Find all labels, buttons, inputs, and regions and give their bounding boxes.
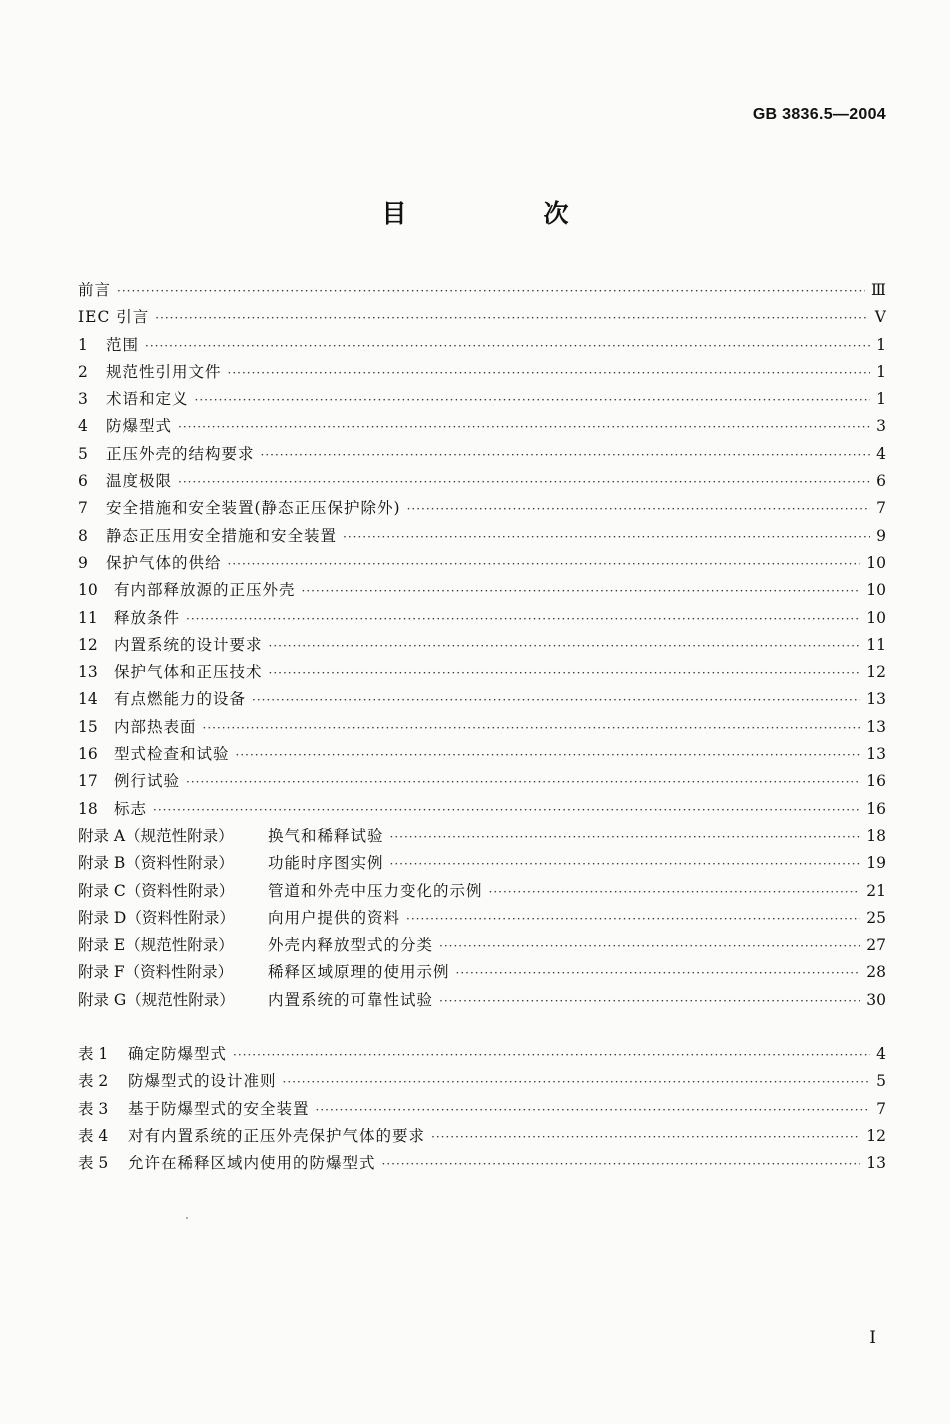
table-entry-label: 允许在稀释区域内使用的防爆型式: [128, 1154, 376, 1173]
toc-entry-number: 附录 C（资料性附录）: [78, 881, 235, 900]
leader-dots: [117, 284, 865, 298]
toc-entry-label: 功能时序图实例: [268, 854, 384, 873]
toc-entry-label: 范围: [106, 335, 140, 354]
table-entry-page: 12: [866, 1126, 886, 1145]
standard-number: GB 3836.5—2004: [752, 106, 886, 123]
toc-entry-page: 18: [866, 826, 886, 845]
toc-entry[interactable]: [78, 742, 886, 769]
toc-entry-page: Ⅲ: [871, 281, 886, 299]
toc-entry[interactable]: [78, 578, 886, 605]
toc-entry-page: 16: [866, 772, 886, 791]
toc-entry[interactable]: [78, 606, 886, 633]
toc-entry-number: 18: [78, 799, 98, 818]
toc-entry-page: 3: [876, 417, 886, 436]
leader-dots: [195, 393, 870, 407]
toc-entry-number: 4: [78, 417, 88, 436]
toc-entry-label: 例行试验: [114, 772, 181, 791]
leader-dots: [228, 557, 861, 571]
toc-entry[interactable]: [78, 442, 886, 469]
toc-entry-label: 换气和稀释试验: [268, 826, 384, 845]
toc-entry-page: 10: [866, 553, 886, 572]
toc-entry-page: 1: [876, 335, 886, 354]
leader-dots: [390, 830, 861, 844]
toc-entry[interactable]: [78, 469, 886, 496]
table-entry-page: 5: [876, 1072, 886, 1091]
table-entry[interactable]: [78, 1124, 886, 1151]
toc-entry-number: 5: [78, 444, 88, 463]
toc-entry-label: 内部热表面: [114, 717, 197, 736]
toc-entry-number: 6: [78, 472, 88, 491]
toc-entry-label: 稀释区域原理的使用示例: [268, 963, 450, 982]
toc-entry-page: 9: [876, 526, 886, 545]
toc-entry-label: 型式检查和试验: [114, 745, 230, 764]
leader-dots: [489, 885, 861, 899]
toc-entry[interactable]: [78, 278, 886, 305]
toc-entry-label: 内置系统的设计要求: [114, 635, 263, 654]
toc-entry[interactable]: [78, 496, 886, 523]
toc-entry[interactable]: [78, 387, 886, 414]
toc-entry-label: 保护气体的供给: [106, 553, 222, 572]
table-entry-label: 确定防爆型式: [128, 1045, 228, 1063]
table-entry-number: 表 1: [78, 1045, 109, 1063]
toc-entry-number: 附录 A（规范性附录）: [78, 826, 234, 845]
table-entry-label: 基于防爆型式的安全装置: [128, 1099, 310, 1118]
toc-entry-label: 静态正压用安全措施和安全装置: [106, 526, 338, 545]
table-entry[interactable]: [78, 1042, 886, 1069]
toc-entry-page: 16: [866, 799, 886, 818]
toc-entries: [78, 278, 886, 1015]
toc-entry-label: 有内部释放源的正压外壳: [114, 581, 296, 600]
toc-entry-number: 10: [78, 581, 98, 600]
toc-entry-page: 21: [866, 881, 886, 900]
toc-entry-page: 12: [866, 663, 886, 682]
toc-entry-label: 保护气体和正压技术: [114, 663, 263, 682]
table-entry-page: 7: [876, 1099, 886, 1118]
toc-entry-page: 7: [876, 499, 886, 518]
toc-entry-label: 防爆型式: [106, 417, 173, 436]
toc-entry-page: 27: [866, 936, 886, 955]
toc-entry-page: V: [874, 308, 886, 327]
toc-entry-number: 附录 G（规范性附录）: [78, 990, 235, 1009]
table-entry[interactable]: [78, 1151, 886, 1178]
toc-entry[interactable]: [78, 960, 886, 987]
toc-tables: [78, 1042, 886, 1178]
toc-entry[interactable]: [78, 414, 886, 441]
toc-entry-label: 管道和外壳中压力变化的示例: [268, 881, 483, 900]
leader-dots: [431, 1130, 860, 1144]
toc-entry-label: 标志: [114, 799, 148, 818]
table-entry-number: 表 5: [78, 1154, 109, 1173]
toc-entry[interactable]: [78, 879, 886, 906]
toc-entry-label: 规范性引用文件: [106, 362, 222, 381]
toc-entry-number: 13: [78, 663, 98, 682]
toc-entry-label: 术语和定义: [106, 390, 189, 409]
toc-entry-page: 1: [876, 362, 886, 381]
toc-entry-page: 13: [866, 690, 886, 709]
leader-dots: [186, 775, 860, 789]
toc-entry[interactable]: [78, 797, 886, 824]
leader-dots: [382, 1157, 861, 1171]
toc-entry-label: 正压外壳的结构要求: [106, 444, 255, 463]
page-number: I: [869, 1328, 876, 1348]
leader-dots: [316, 1103, 870, 1117]
leader-dots: [155, 311, 869, 325]
toc-entry[interactable]: [78, 524, 886, 551]
toc-entry[interactable]: [78, 333, 886, 360]
leader-dots: [406, 912, 860, 926]
leader-dots: [269, 639, 861, 653]
leader-dots: [233, 1048, 870, 1062]
toc-entry[interactable]: [78, 305, 886, 332]
toc-entry-number: 7: [78, 499, 88, 518]
table-entry-page: 4: [876, 1045, 886, 1063]
table-entry-label: 对有内置系统的正压外壳保护气体的要求: [128, 1126, 426, 1145]
leader-dots: [178, 420, 870, 434]
toc-entry-label: 内置系统的可靠性试验: [268, 990, 434, 1009]
leader-dots: [439, 994, 860, 1008]
table-entry[interactable]: [78, 1069, 886, 1096]
toc-entry-label: 温度极限: [106, 472, 173, 491]
leader-dots: [302, 584, 861, 598]
toc-entry-page: 6: [876, 472, 886, 491]
leader-dots: [186, 612, 860, 626]
toc-entry-number: 9: [78, 553, 88, 572]
leader-dots: [261, 448, 870, 462]
toc-entry-page: 19: [866, 854, 886, 873]
toc-entry-page: 4: [876, 444, 886, 463]
leader-dots: [269, 666, 861, 680]
toc-entry[interactable]: [78, 933, 886, 960]
toc-entry-number: 16: [78, 745, 98, 764]
toc-entry-number: 附录 E（规范性附录）: [78, 936, 234, 955]
toc-entry[interactable]: [78, 687, 886, 714]
toc-entry-number: 附录 F（资料性附录）: [78, 963, 234, 982]
toc-entry-number: 附录 B（资料性附录）: [78, 854, 234, 873]
toc-entry[interactable]: [78, 551, 886, 578]
toc-entry-page: 13: [866, 717, 886, 736]
toc-entry-page: 10: [866, 581, 886, 600]
toc-entry-label: 释放条件: [114, 608, 181, 627]
toc-entry[interactable]: [78, 715, 886, 742]
toc-entry-label: 有点燃能力的设备: [114, 690, 247, 709]
toc-entry[interactable]: [78, 988, 886, 1015]
table-entry-page: 13: [866, 1154, 886, 1173]
toc-entry-number: 3: [78, 390, 88, 409]
leader-dots: [203, 721, 861, 735]
leader-dots: [343, 530, 870, 544]
toc-entry-page: 10: [866, 608, 886, 627]
table-entry-number: 表 3: [78, 1099, 109, 1118]
toc-entry-page: 1: [876, 390, 886, 409]
toc-entry[interactable]: [78, 906, 886, 933]
toc-entry-page: 25: [866, 908, 886, 927]
toc-entry[interactable]: [78, 660, 886, 687]
toc-entry-number: 12: [78, 635, 98, 654]
toc-entry[interactable]: [78, 633, 886, 660]
toc-entry-label: 向用户提供的资料: [268, 908, 401, 927]
toc-entry-number: 2: [78, 362, 88, 381]
leader-dots: [407, 502, 870, 516]
leader-dots: [456, 966, 861, 980]
toc-entry-number: 11: [78, 608, 98, 627]
leader-dots: [283, 1075, 870, 1089]
toc-entry-label: 外壳内释放型式的分类: [268, 936, 434, 955]
toc-entry-number: 1: [78, 335, 88, 354]
toc-entry[interactable]: [78, 360, 886, 387]
leader-dots: [178, 475, 870, 489]
toc-entry-number: 17: [78, 772, 98, 791]
page-title: 目 次: [381, 199, 625, 228]
toc-entry-page: 28: [866, 963, 886, 982]
leader-dots: [153, 803, 860, 817]
toc-entry-page: 11: [866, 635, 886, 654]
toc-entry-label: IEC 引言: [78, 308, 150, 327]
leader-dots: [390, 857, 861, 871]
table-entry-number: 表 4: [78, 1126, 109, 1145]
table-entry[interactable]: [78, 1097, 886, 1124]
table-entry-number: 表 2: [78, 1072, 109, 1091]
leader-dots: [439, 939, 860, 953]
table-entry-label: 防爆型式的设计准则: [128, 1072, 277, 1091]
toc-entry-label: 安全措施和安全装置(静态正压保护除外): [106, 499, 401, 518]
leader-dots: [145, 339, 870, 353]
toc-entry-label: 前言: [78, 281, 112, 299]
toc-entry[interactable]: [78, 769, 886, 796]
leader-dots: [252, 693, 860, 707]
leader-dots: [236, 748, 861, 762]
toc-entry[interactable]: [78, 824, 886, 851]
toc-entry-number: 附录 D（资料性附录）: [78, 908, 235, 927]
toc-entry-number: 14: [78, 690, 98, 709]
toc-entry[interactable]: [78, 851, 886, 878]
scan-speck: [186, 1217, 188, 1219]
toc-entry-page: 30: [866, 990, 886, 1009]
toc-entry-number: 15: [78, 717, 98, 736]
leader-dots: [228, 366, 870, 380]
toc-entry-page: 13: [866, 745, 886, 764]
toc-entry-number: 8: [78, 526, 88, 545]
